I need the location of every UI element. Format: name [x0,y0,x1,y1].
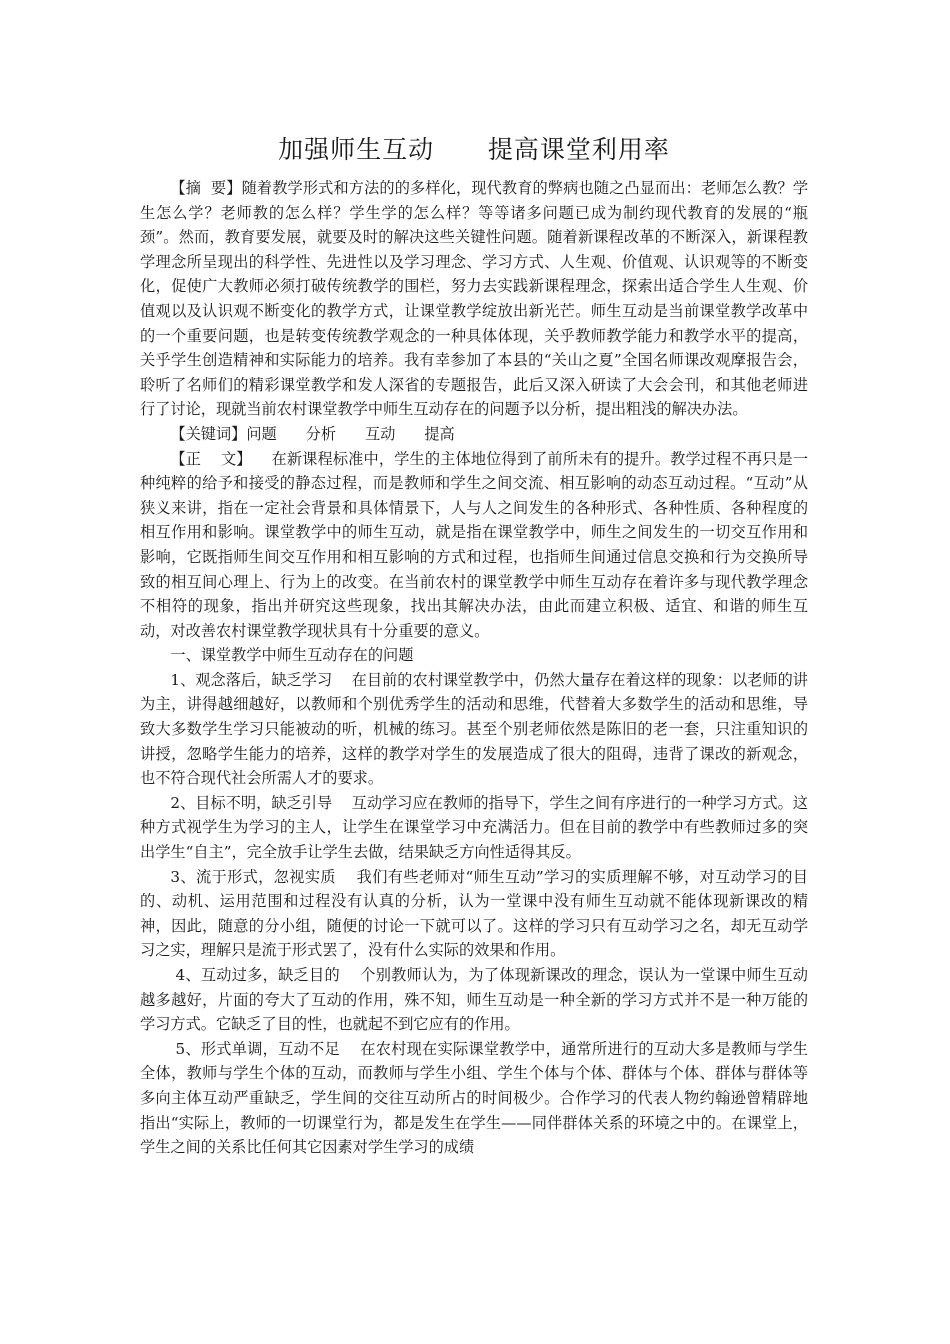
problem-paragraph-5: 5、形式单调，互动不足 在农村现在实际课堂教学中，通常所进行的互动大多是教师与学生全体，教师与学生个体的互动，而教师与学生小组、学生个体与个体、群体与个体、群体与群体等多向主体互动严重缺乏，学生间的交往互动所占的时间极少。合作学习的代表人物约翰逊曾精辟地指出“实际上，教师的一切课堂行为，都是发生在学生——同伴群体关系的环境之中的。在课堂上，学生之间的关系比任何其它因素对学生学习的成绩 [140,1039,808,1157]
abstract-paragraph [140,176,808,422]
problem-paragraph-1: 1、观念落后，缺乏学习 在目前的农村课堂教学中，仍然大量存在着这样的现象：以老师的讲为主，讲得越细越好，以教师和个别优秀学生的活动和思维，代替着大多数学生的活动和思维，导致大多数学生学习只能被动的听，机械的练习。甚至个别老师依然是陈旧的老一套，只注重知识的讲授，忽略学生能力的培养，这样的教学对学生的发展造成了很大的阻碍，违背了课改的新观念，也不符合现代社会所需人才的要求。 [140,670,808,788]
problem-paragraph-3: 3、流于形式，忽视实质 我们有些老师对“师生互动”学习的实质理解不够，对互动学习的目的、动机、运用范围和过程没有认真的分析，认为一堂课中没有师生互动就不能体现新课改的精神，因此，随意的分小组，随便的讨论一下就可以了。这样的学习只有互动学习之名，却无互动学习之实，理解只是流于形式罢了，没有什么实际的效果和作用。 [140,867,808,960]
body-label: 【正 文】 [170,449,252,468]
section-heading: 一、课堂教学中师生互动存在的问题 [170,646,414,665]
body-intro-text: 在新课程标准中，学生的主体地位得到了前所未有的提升。教学过程不再只是一种纯粹的给予和接受的静态过程，而是教师和学生之间交流、相互影响的动态互动过程。“互动”从狭义来讲，指在一定社会背景和具体情景下，人与人之间发生的各种形式、各种性质、各种程度的相互作用和影响。课堂教学中的师生互动，就是指在课堂教学中，师生之间发生的一切交互作用和影响，它既指师生间交互作用和相互影响的方式和过程，也指师生间通过信息交换和行为交换所导致的相互间心理上、行为上的改变。在当前农村的课堂教学中师生互动存在着许多与现代教学理念不相符的现象，指出并研究这些现象，找出其解决办法，由此而建立积极、适宜、和谐的师生互动，对改善农村课堂教学现状具有十分重要的意义。 [140,449,809,640]
abstract-text: 随着教学形式和方法的的多样化，现代教育的弊病也随之凸显而出：老师怎么教？学生怎么学？老师教的怎么样？学生学的怎么样？等等诸多问题已成为制约现代教育的发展的“瓶颈”。然而，教育要发展，就要及时的解决这些关键性问题。随着新课程改革的不断深入，新课程教学理念所呈现出的科学性、先进性以及学习理念、学习方式、人生观、价值观、认识观等的不断变化，促使广大教师必须打破传统教学的围栏，努力去实践新课程理念，探索出适合学生人生观、价值观以及认识观不断变化的教学方式，让课堂教学绽放出新光芒。师生互动是当前课堂教学改革中的一个重要问题，也是转变传统教学观念的一种具体体现，关乎教师教学能力和教学水平的提高，关乎学生创造精神和实际能力的培养。我有幸参加了本县的“关山之夏”全国名师课改观摩报告会，聆听了名师们的精彩课堂教学和发人深省的专题报告，此后又深入研读了大会会刊，和其他老师进行了讨论，现就当前农村课堂教学中师生互动存在的问题予以分析，提出粗浅的解决办法。 [140,179,809,419]
problem-paragraph-4: 4、互动过多，缺乏目的 个别教师认为，为了体现新课改的理念，误认为一堂课中师生互动越多越好，片面的夸大了互动的作用，殊不知，师生互动是一种全新的学习方式并不是一种万能的学习方式。它缺乏了目的性，也就起不到它应有的作用。 [140,966,808,1034]
document-title: 加强师生互动 提高课堂利用率 [278,135,670,164]
abstract-label: 【摘 要】 [170,179,242,197]
keywords-label: 【关键词】 [170,424,247,443]
problem-paragraph-2: 2、目标不明，缺乏引导 互动学习应在教师的指导下，学生之间有序进行的一种学习方式。这种方式视学生为学习的主人，让学生在课堂学习中充满活力。但在目前的教学中有些教师过多的突出学生“自主”，完全放手让学生去做，结果缺乏方向性适得其反。 [140,793,808,862]
keywords-paragraph [140,422,808,447]
body-intro-paragraph [140,447,808,644]
keywords-text: 问题 分析 互动 提高 [246,424,455,443]
document-page [140,130,808,1160]
